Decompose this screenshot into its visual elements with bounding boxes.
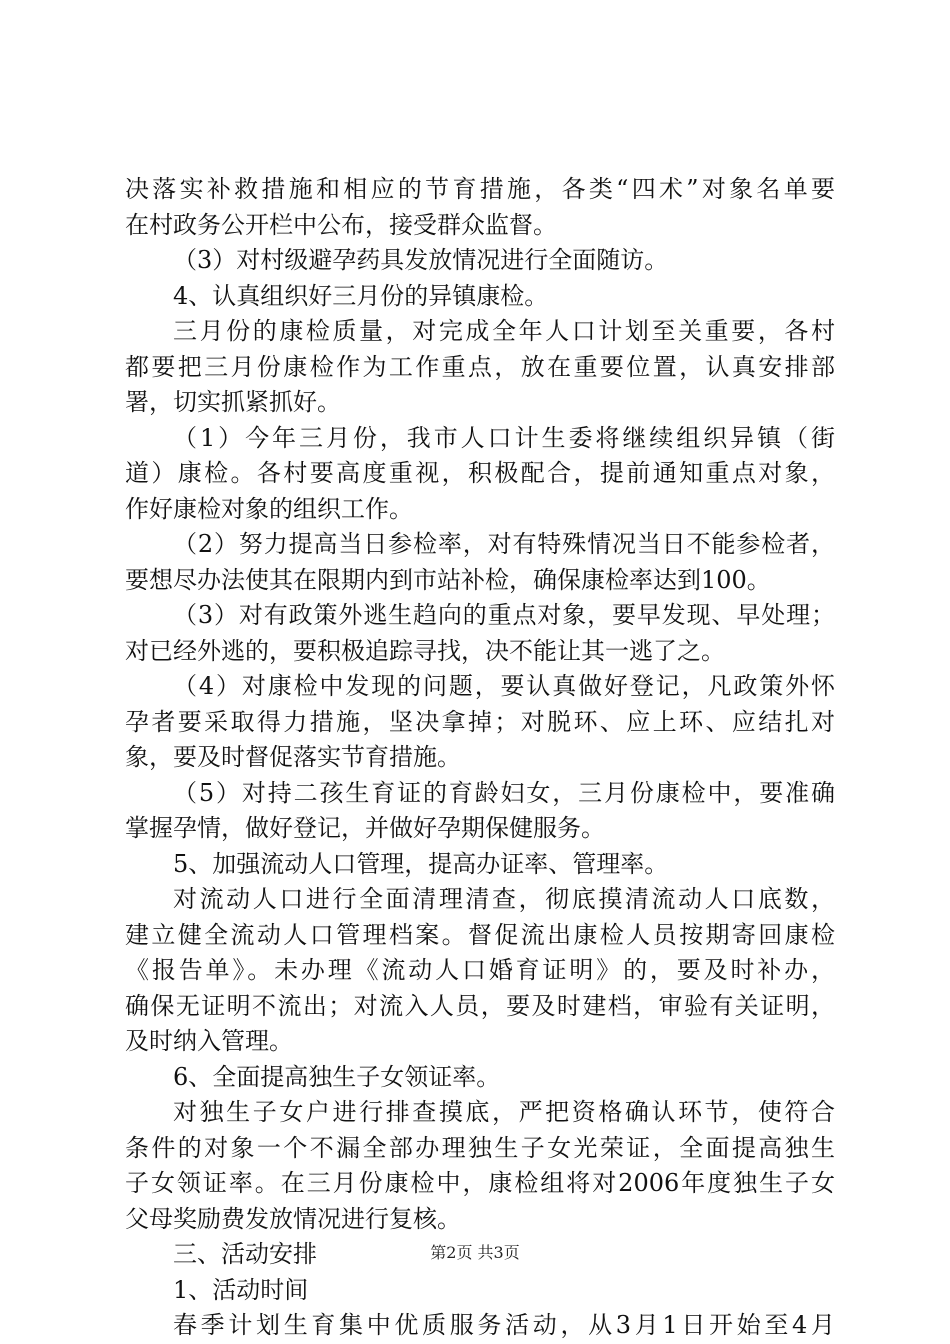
document-line: 春季计划生育集中优质服务活动，从3月1日开始至4月	[173, 1311, 835, 1339]
document-line: 建立健全流动人口管理档案。督促流出康检人员按期寄回康检	[125, 920, 835, 949]
document-line: 父母奖励费发放情况进行复核。	[125, 1204, 461, 1233]
document-line: 三月份的康检质量，对完成全年人口计划至关重要，各村	[173, 317, 835, 345]
document-line: 署，切实抓紧抓好。	[125, 388, 341, 416]
document-line: 都要把三月份康检作为工作重点，放在重要位置，认真安排部	[125, 352, 835, 381]
document-line: 在村政务公开栏中公布，接受群众监督。	[125, 210, 557, 239]
document-line: 道）康检。各村要高度重视，积极配合，提前通知重点对象，	[125, 459, 835, 487]
document-line: 子女领证率。在三月份康检中，康检组将对2006年度独生子女	[125, 1169, 835, 1197]
document-line: 条件的对象一个不漏全部办理独生子女光荣证，全面提高独生	[125, 1133, 835, 1162]
document-line: 及时纳入管理。	[125, 1027, 293, 1055]
document-line: 6、全面提高独生子女领证率。	[173, 1062, 501, 1091]
document-line: 《报告单》。未办理《流动人口婚育证明》的，要及时补办，	[125, 956, 835, 984]
document-line: （2）努力提高当日参检率，对有特殊情况当日不能参检者，	[173, 530, 835, 558]
document-line: （3）对有政策外逃生趋向的重点对象，要早发现、早处理；	[173, 601, 835, 629]
document-line: （1）今年三月份，我市人口计生委将继续组织异镇（街	[173, 423, 835, 452]
document-line: 掌握孕情，做好登记，并做好孕期保健服务。	[125, 814, 605, 842]
document-line: 作好康检对象的组织工作。	[125, 494, 413, 523]
document-line: 对独生子女户进行排查摸底，严把资格确认环节，使符合	[173, 1098, 835, 1126]
document-line: 对已经外逃的，要积极追踪寻找，决不能让其一逃了之。	[125, 636, 725, 665]
document-line: （4）对康检中发现的问题，要认真做好登记，凡政策外怀	[173, 672, 835, 700]
document-line: 象，要及时督促落实节育措施。	[125, 743, 461, 771]
document-line: （3）对村级避孕药具发放情况进行全面随访。	[173, 246, 669, 274]
page-footer: 第2页 共3页	[430, 1243, 520, 1262]
document-line: 5、加强流动人口管理，提高办证率、管理率。	[173, 849, 669, 878]
document-line: （5）对持二孩生育证的育龄妇女，三月份康检中，要准确	[173, 778, 835, 807]
document-line: 1、活动时间	[173, 1275, 309, 1304]
document-line: 三、活动安排	[173, 1240, 317, 1268]
document-line: 对流动人口进行全面清理清查，彻底摸清流动人口底数，	[173, 885, 835, 913]
document-body	[125, 172, 835, 1344]
document-line: 决落实补救措施和相应的节育措施，各类“四术”对象名单要	[125, 175, 835, 203]
document-line: 确保无证明不流出；对流入人员，要及时建档，审验有关证明，	[125, 991, 835, 1020]
document-line: 孕者要采取得力措施，坚决拿掉；对脱环、应上环、应结扎对	[125, 707, 835, 736]
document-line: 4、认真组织好三月份的异镇康检。	[173, 281, 549, 310]
document-line: 要想尽办法使其在限期内到市站补检，确保康检率达到100。	[125, 565, 771, 594]
